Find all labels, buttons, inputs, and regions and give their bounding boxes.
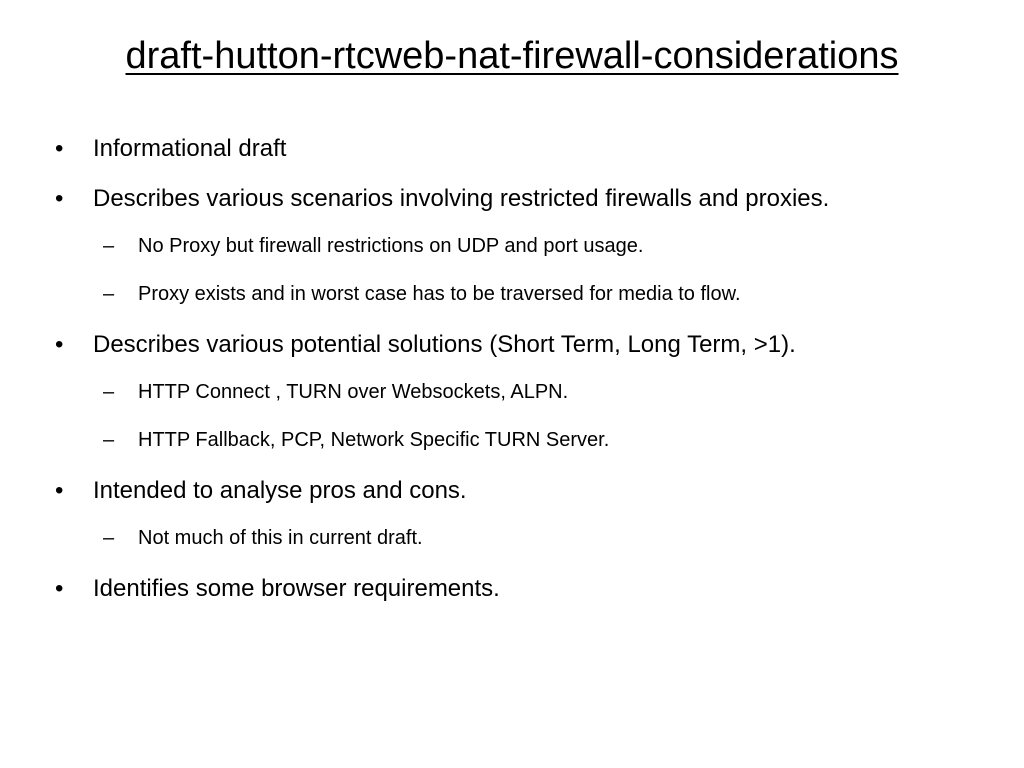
sub-bullet-item: [55, 426, 975, 454]
sub-bullet-marker: –: [103, 527, 115, 549]
bullet-item: [55, 474, 975, 508]
sub-bullet-text: Proxy exists and in worst case has to be traversed for media to flow.: [138, 283, 741, 305]
sub-bullet-marker: –: [103, 235, 115, 257]
sub-bullet-marker: –: [103, 429, 115, 451]
bullet-text: Describes various scenarios involving restricted firewalls and proxies.: [93, 185, 830, 212]
bullet-text: Intended to analyse pros and cons.: [93, 477, 467, 504]
bullet-text: Identifies some browser requirements.: [93, 575, 500, 602]
sub-bullet-text: No Proxy but firewall restrictions on UDP and port usage.: [138, 235, 644, 257]
bullet-marker: •: [55, 185, 64, 212]
bullet-item: [55, 572, 975, 606]
bullet-list: [55, 132, 975, 622]
bullet-marker: •: [55, 477, 64, 504]
sub-bullet-item: [55, 378, 975, 406]
sub-bullet-marker: –: [103, 283, 115, 305]
bullet-text: Describes various potential solutions (Short Term, Long Term, >1).: [93, 331, 796, 358]
sub-bullet-text: HTTP Fallback, PCP, Network Specific TURN Server.: [138, 429, 610, 451]
sub-bullet-text: HTTP Connect , TURN over Websockets, ALPN.: [138, 381, 569, 403]
bullet-marker: •: [55, 135, 64, 162]
sub-bullet-item: [55, 524, 975, 552]
sub-bullet-marker: –: [103, 381, 115, 403]
sub-bullet-item: [55, 280, 975, 308]
sub-bullet-item: [55, 232, 975, 260]
bullet-marker: •: [55, 331, 64, 358]
slide-title: draft-hutton-rtcweb-nat-firewall-considerations: [125, 35, 899, 77]
sub-bullet-text: Not much of this in current draft.: [138, 527, 423, 549]
bullet-item: [55, 132, 975, 166]
bullet-item: [55, 182, 975, 216]
bullet-text: Informational draft: [93, 135, 287, 162]
bullet-marker: •: [55, 575, 64, 602]
bullet-item: [55, 328, 975, 362]
